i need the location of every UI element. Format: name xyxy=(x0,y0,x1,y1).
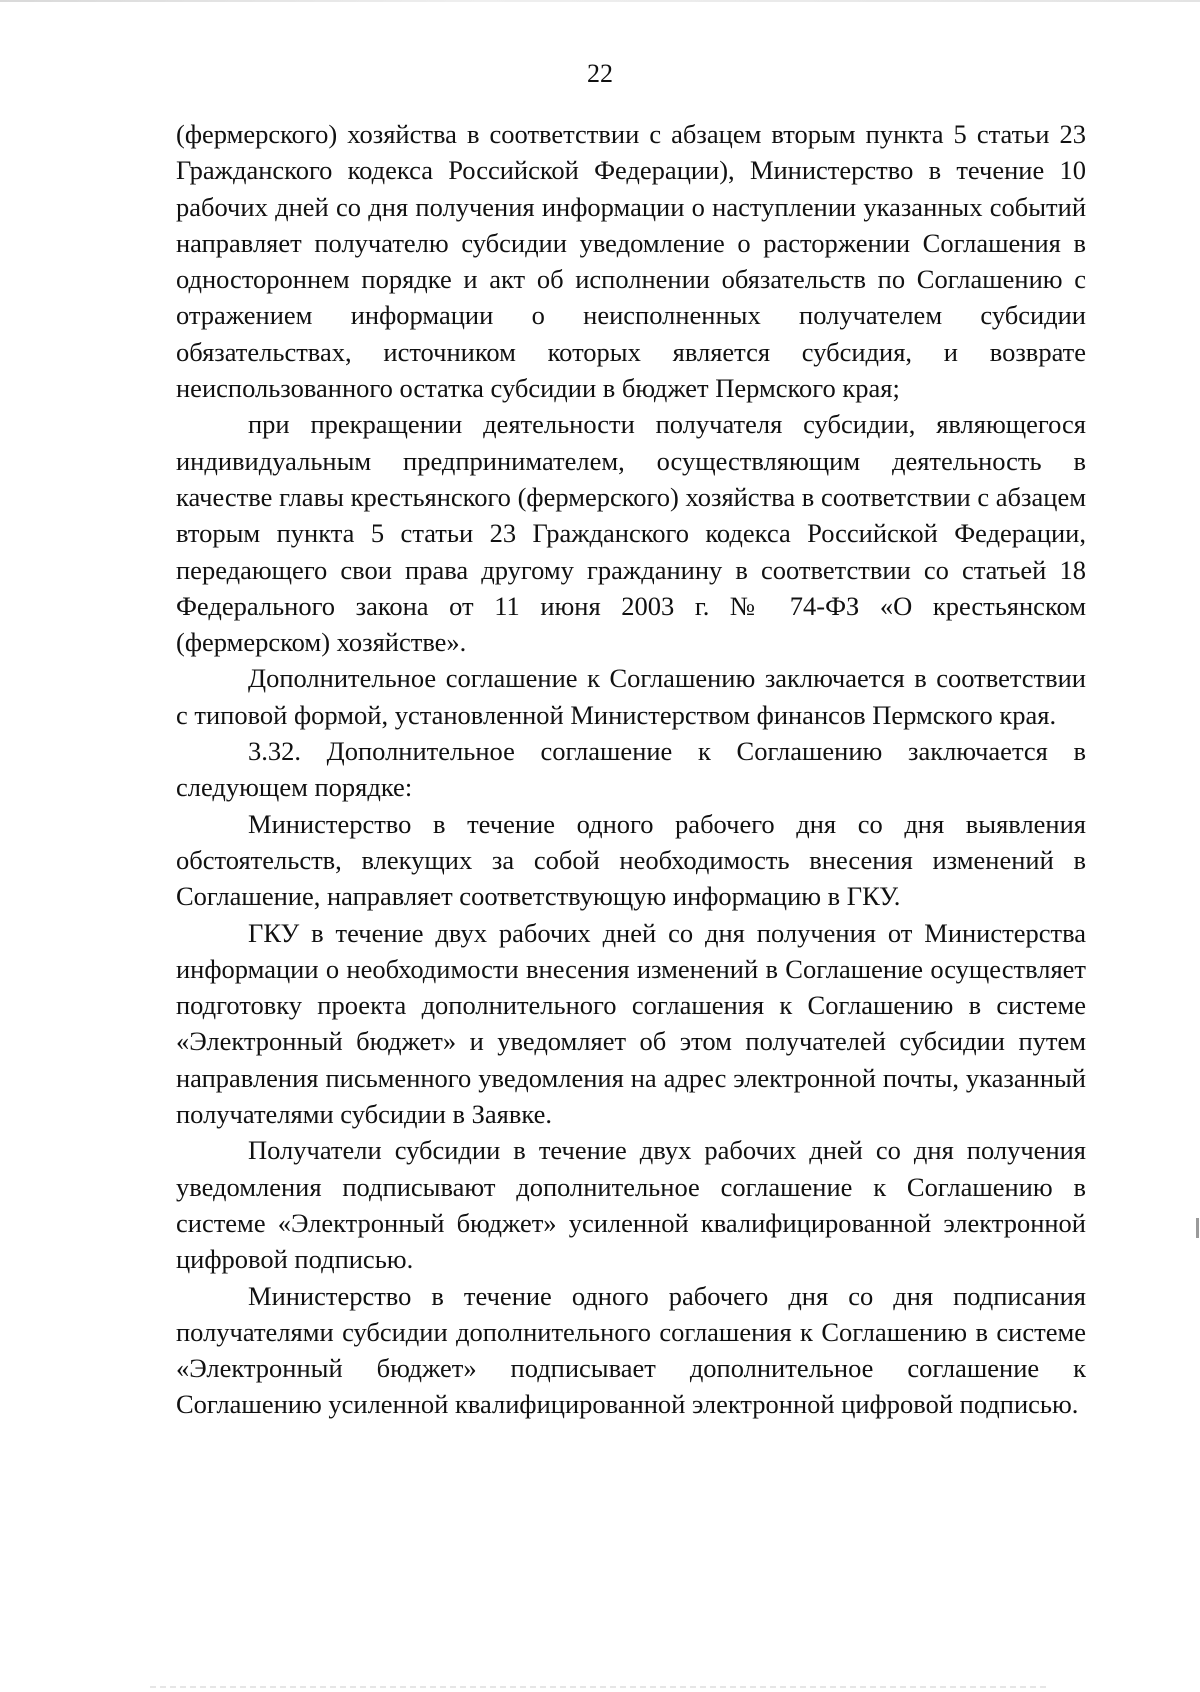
paragraph-4: 3.32. Дополнительное соглашение к Соглашению заключается в следующем порядке: xyxy=(176,736,1086,803)
paragraph-6: ГКУ в течение двух рабочих дней со дня получения от Министерства информации о необходимости внесения изменений в Соглашение осуществляет подготовку проекта дополнительного соглашения к Соглашению в системе «Электронный бюджет» и уведомляет об этом получателей субсидии путем направления письменного уведомления на адрес электронной почты, указанный получателями субсидии в Заявке. xyxy=(176,917,1086,1130)
page-number: 22 xyxy=(587,59,613,88)
paragraph-8: Министерство в течение одного рабочего дня со дня подписания получателями субсидии дополнительного соглашения к Соглашению в системе «Электронный бюджет» подписывает дополнительное соглашение к Соглашению усиленной квалифицированной электронной цифровой подписью. xyxy=(176,1280,1086,1420)
paragraph-1: (фермерского) хозяйства в соответствии с абзацем вторым пункта 5 статьи 23 Гражданского кодекса Российской Федерации), Министерство в течение 10 рабочих дней со дня получения информации о наступлении указанных событий направляет получателю субсидии уведомление о расторжении Соглашения в одностороннем порядке и акт об исполнении обязательств по Соглашению с отражением информации о неисполненных получателем субсидии обязательствах, источником которых является субсидия, и возврате неиспользованного остатка субсидии в бюджет Пермского края; xyxy=(176,119,1086,404)
paragraph-5: Министерство в течение одного рабочего дня со дня выявления обстоятельств, влекущих за собой необходимость внесения изменений в Соглашение, направляет соответствующую информацию в ГКУ. xyxy=(176,808,1086,912)
paragraph-7: Получатели субсидии в течение двух рабочих дней со дня получения уведомления подписывают дополнительное соглашение к Соглашению в системе «Электронный бюджет» усиленной квалифицированной электронной цифровой подписью. xyxy=(176,1135,1086,1275)
scan-artifact-mark xyxy=(1196,1218,1199,1238)
paragraph-2: при прекращении деятельности получателя субсидии, являющегося индивидуальным предпринимателем, осуществляющим деятельность в качестве главы крестьянского (фермерского) хозяйства в соответствии с абзацем вторым пункта 5 статьи 23 Гражданского кодекса Российской Федерации, передающего свои права другому гражданину в соответствии со статьей 18 Федерального закона от 11 июня 2003 г. № 74-ФЗ «О крестьянском (фермерском) хозяйстве». xyxy=(176,409,1086,658)
scan-edge-top xyxy=(0,0,1200,2)
document-body xyxy=(176,116,1086,1423)
scan-edge-bottom xyxy=(150,1686,1050,1688)
paragraph-3: Дополнительное соглашение к Соглашению заключается в соответствии с типовой формой, установленной Министерством финансов Пермского края. xyxy=(176,663,1086,730)
